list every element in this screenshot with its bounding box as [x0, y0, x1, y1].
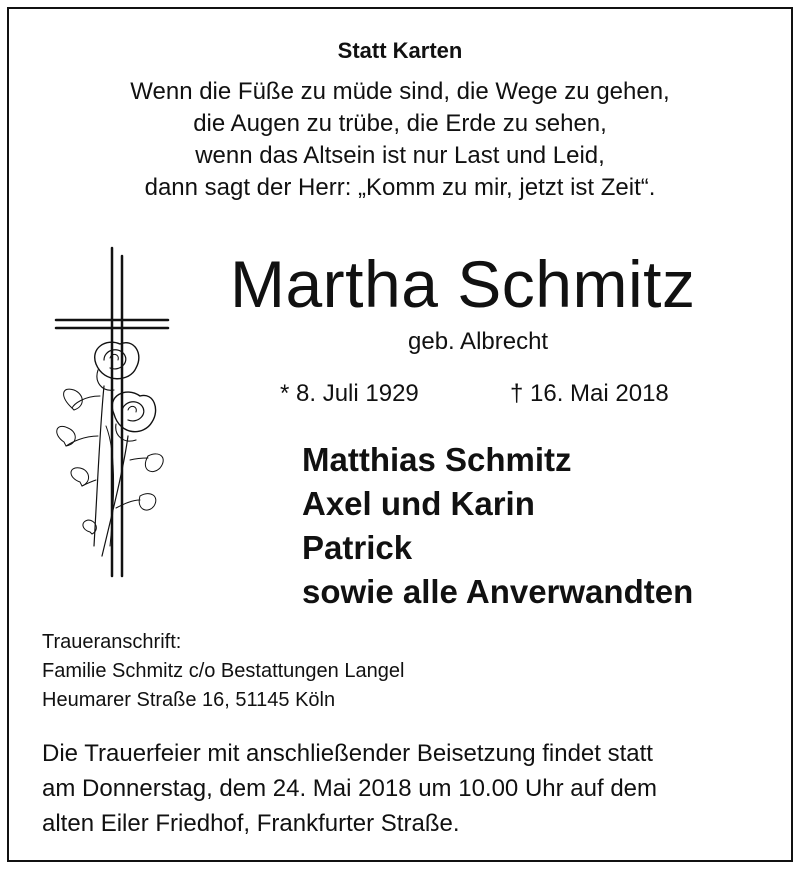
notice-heading: Statt Karten [337, 38, 463, 63]
mourner-name: Axel und Karin [302, 485, 535, 522]
poem-line: wenn das Altsein ist nur Last und Leid, [195, 142, 605, 169]
ceremony-line: am Donnerstag, dem 24. Mai 2018 um 10.00 Uhr auf dem [42, 775, 657, 802]
poem-line: dann sagt der Herr: „Komm zu mir, jetzt ist Zeit“. [144, 174, 656, 201]
poem-line: Wenn die Füße zu müde sind, die Wege zu gehen, [130, 78, 670, 105]
mourner-name: Patrick [302, 529, 413, 566]
poem [0, 76, 800, 204]
ceremony-info [42, 736, 657, 841]
ceremony-line: alten Eiler Friedhof, Frankfurter Straße. [42, 810, 460, 837]
maiden-name: geb. Albrecht [408, 328, 549, 355]
deceased-name: Martha Schmitz [230, 247, 696, 321]
address-label: Traueranschrift: [42, 631, 182, 653]
address-line: Heumarer Straße 16, 51145 Köln [42, 689, 336, 711]
cross-with-roses-icon [44, 246, 174, 586]
poem-line: die Augen zu trübe, die Erde zu sehen, [193, 110, 607, 137]
address-line: Familie Schmitz c/o Bestattungen Langel [42, 660, 405, 682]
mourning-address [42, 628, 404, 715]
mourner-name: sowie alle Anverwandten [302, 573, 694, 610]
death-date: † 16. Mai 2018 [510, 380, 669, 407]
ceremony-line: Die Trauerfeier mit anschließender Beisetzung findet statt [42, 740, 653, 767]
mourner-name: Matthias Schmitz [302, 441, 572, 478]
mourners-list [302, 438, 693, 614]
birth-date: * 8. Juli 1929 [280, 380, 419, 407]
